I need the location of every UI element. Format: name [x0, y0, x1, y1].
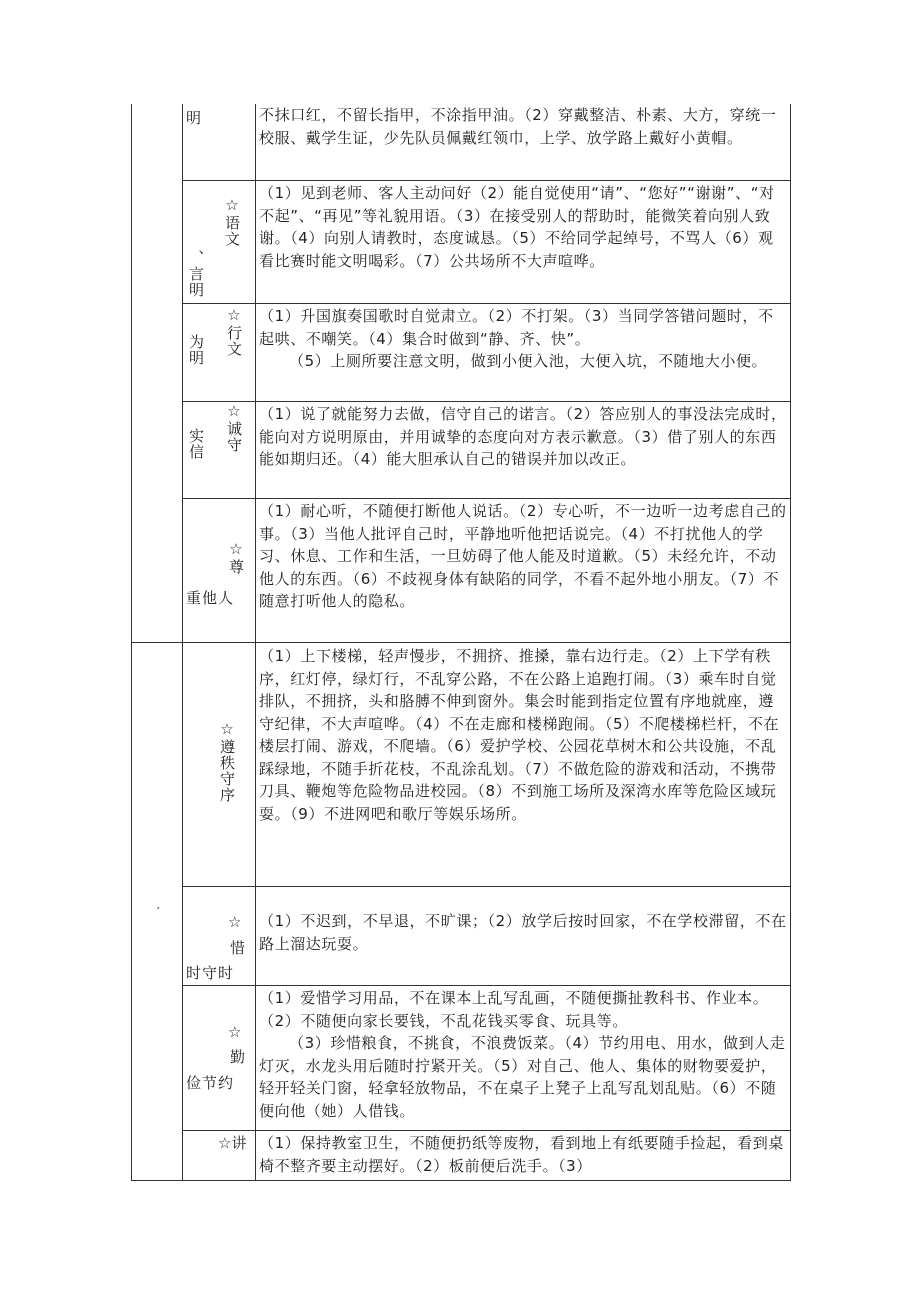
- content-cell: （3）珍惜粮食，不挑食，不浪费饭菜。（4）节约用电、用水，做到人走灯灭，水龙头用后随时拧紧开关。（5）对自己、他人、集体的财物要爱护，轻开轻关门窗，轻拿轻放物品，不在桌子上凳子上乱写乱划乱贴。（6）不随便向他（她）人借钱。: [259, 1034, 786, 1120]
- category-label: ☆: [228, 1023, 242, 1041]
- row-divider: [182, 180, 791, 181]
- content-cell: （1）升国旗奏国歌时自觉肃立。（2）不打架。（3）当同学答错问题时，不起哄、不嘲笑。（4）集合时做到“静、齐、快”。: [259, 307, 774, 348]
- category-label: 俭节约: [186, 1074, 235, 1092]
- category-label: ☆尊: [227, 540, 245, 575]
- row-divider: [182, 303, 791, 304]
- table-bottom-border: [131, 1180, 791, 1181]
- category-label: 实信: [187, 428, 205, 460]
- content-cell: （1）爱惜学习用品，不在课本上乱写乱画，不随便撕扯教科书、作业本。（2）不随便向家长要钱，不乱花钱买零食、玩具等。: [259, 989, 769, 1030]
- row-divider: [182, 886, 791, 887]
- content-cell: （1）上下楼梯，轻声慢步，不拥挤、推搡，靠右边行走。（2）上下学有秩序，红灯停，绿灯行，不乱穿公路，不在公路上追跑打闹。（3）乘车时自觉排队，不拥挤，头和胳膊不伸到窗外。集会时能到指定位置有序地就座，遵守纪律，不大声喧哗。（4）不在走廊和楼梯跑闹。（5）不爬楼梯栏杆，不在楼层打闹、游戏，不爬墙。（6）爱护学校、公园花草树木和公共设施，不乱踩绿地，不随手折花枝，不乱涂乱划。（7）不做危险的游戏和活动，不携带刀具、鞭炮等危险物品进校园。（8）不到施工场所及深湾水库等危险区域玩耍。（9）不进网吧和歌厅等娱乐场所。: [259, 647, 780, 823]
- category-label: ☆语文: [223, 196, 241, 247]
- content-cell: 不抹口红，不留长指甲，不涂指甲油。（2）穿戴整洁、朴素、大方，穿统一校服、戴学生证，少先队员佩戴红领巾，上学、放学路上戴好小黄帽。: [259, 106, 777, 147]
- row-divider: [182, 401, 791, 402]
- content-cell: （5）上厕所要注意文明，做到小便入池，大便入坑，不随地大小便。: [289, 352, 768, 370]
- category-label: 为明: [187, 334, 205, 366]
- row-divider: [182, 1130, 791, 1131]
- category-label: 惜: [230, 939, 246, 957]
- category-label: ☆: [228, 913, 242, 931]
- category-label: 、言明: [187, 250, 205, 298]
- category-label: ☆诚守: [225, 402, 243, 453]
- content-cell: （1）说了就能努力去做，信守自己的诺言。（2）答应别人的事没法完成时，能向对方说明原由，并用诚挚的态度向对方表示歉意。（3）借了别人的东西能如期归还。（4）能大胆承认自己的错误并加以改正。: [259, 405, 787, 468]
- category-label: ☆行文: [225, 306, 243, 357]
- content-cell: （1）耐心听，不随便打断他人说话。（2）专心听，不一边听一边考虑自己的事。（3）当他人批评自己时，平静地听他把话说完。（4）不打扰他人的学习、休息、工作和生活，一旦妨碍了他人能及时道歉。（5）未经允许，不动他人的东西。（6）不歧视身体有缺陷的同学，不看不起外地小朋友。（7）不随意打听他人的隐私。: [259, 502, 787, 610]
- category-label: ☆遵秩守序: [218, 720, 236, 803]
- row-divider: [182, 985, 791, 986]
- row-divider: [182, 498, 791, 499]
- category-label: 重他人: [186, 589, 235, 607]
- section-divider: [131, 642, 791, 643]
- content-cell: （1）保持教室卫生，不随便扔纸等废物，看到地上有纸要随手捡起，看到桌椅不整齐要主动摆好。（2）板前便后洗手。（3）: [259, 1134, 784, 1175]
- category-label: 明: [186, 109, 202, 127]
- content-cell: （1）见到老师、客人主动问好（2）能自觉使用“请”、“您好”“谢谢”、“对不起”、“再见”等礼貌用语。（3）在接受别人的帮助时，能微笑着向别人致谢。（4）向别人请教时，态度诚恳。（5）不给同学起绰号，不骂人（6）观看比赛时能文明喝彩。（7）公共场所不大声喧哗。: [259, 184, 775, 270]
- category-label: 勤: [230, 1048, 246, 1066]
- category-label: 时守时: [186, 964, 235, 982]
- category-label: ☆讲: [218, 1134, 247, 1152]
- content-cell: （1）不迟到，不早退，不旷课；（2）放学后按时回家，不在学校滞留，不在路上溜达玩耍。: [259, 912, 787, 953]
- tick-mark: ′: [157, 905, 160, 919]
